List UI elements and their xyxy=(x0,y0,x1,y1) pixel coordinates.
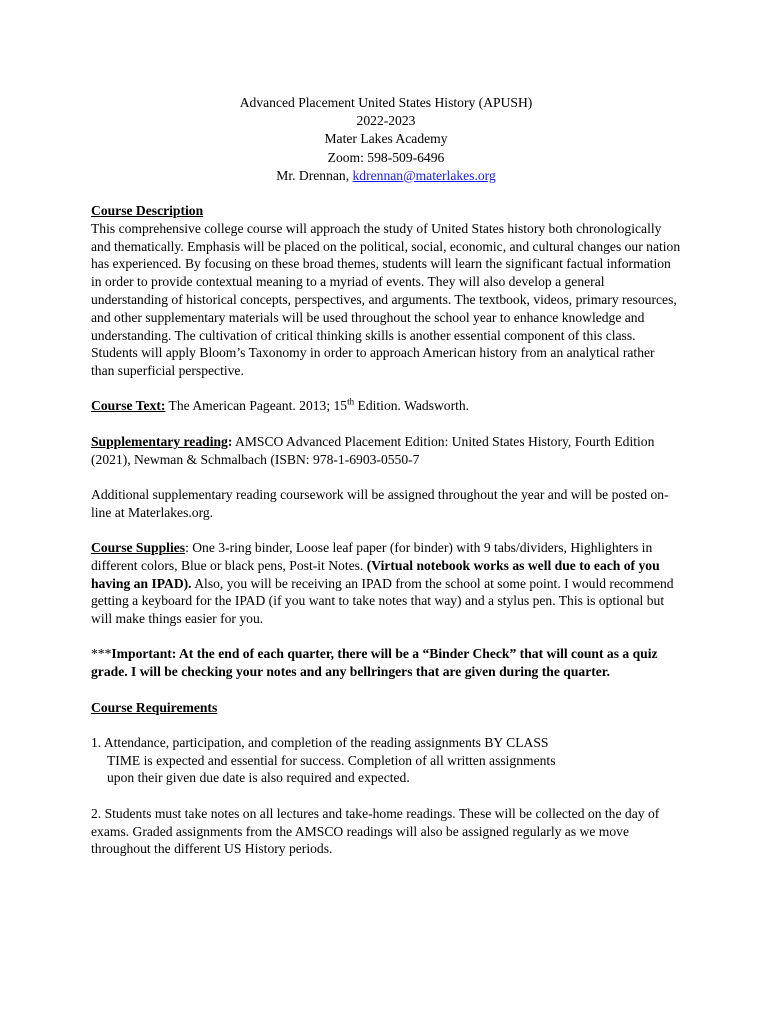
course-text-paragraph xyxy=(91,397,681,415)
teacher-line xyxy=(91,167,681,185)
supplementary-body: AMSCO Advanced Placement Edition: United States History, Fourth Edition (2021), Newman & Schmalbach (ISBN: 978-1-6903-0550-7 xyxy=(91,433,655,467)
supplementary-heading: Supplementary reading xyxy=(91,433,228,449)
supplies-heading: Course Supplies xyxy=(91,539,186,555)
course-text-body-end: Edition. Wadsworth. xyxy=(354,398,470,414)
course-description-heading: Course Description xyxy=(91,203,204,219)
document-page xyxy=(91,94,681,858)
supplies-body-2: Also, you will be receiving an IPAD from the school at some point. I would recommend getting a keyboard for the IPAD (if you want to take notes that way) and a stylus pen. This is optional but will make things easier for you. xyxy=(91,575,674,627)
edition-superscript: th xyxy=(347,396,355,407)
important-paragraph xyxy=(91,645,681,681)
requirements-heading: Course Requirements xyxy=(91,699,218,715)
requirement-item-2: 2. Students must take notes on all lectures and take-home readings. These will be collected on the day of exams. Graded assignments from the AMSCO readings will also be assigned regularly as we move throughout the different US History periods. xyxy=(91,805,660,857)
requirement-1-line-2: TIME is expected and essential for success. Completion of all written assignments xyxy=(107,752,556,768)
supplies-body: : One 3-ring binder, Loose leaf paper (for binder) with 9 tabs/dividers, Highlighters in different colors, Blue or black pens, Post-it Notes. xyxy=(91,539,653,573)
teacher-email-link[interactable]: kdrennan@materlakes.org xyxy=(352,167,496,183)
course-description-body: This comprehensive college course will approach the study of United States history both chronologically and thematically. Emphasis will be placed on the political, social, economic, and cultural changes our nation has experienced. By focusing on these broad themes, students will learn the significant factual information in order to provide contextual meaning to a myriad of events. They will also develop a general understanding of historical concepts, perspectives, and arguments. The textbook, videos, primary resources, and other supplementary materials will be used throughout the school year to enhance knowledge and understanding. The cultivation of critical thinking skills is another essential component of this class. Students will apply Bloom’s Taxonomy in order to approach American history from an analytical rather than superficial perspective. xyxy=(91,220,681,379)
requirement-1-line-3: upon their given due date is also required and expected. xyxy=(107,770,410,786)
course-title: Advanced Placement United States History (APUSH) xyxy=(239,95,533,110)
important-text: Important: At the end of each quarter, there will be a “Binder Check” that will count as a quiz grade. I will be checking your notes and any bellringers that are given during the quarter. xyxy=(91,646,658,680)
course-text-body: The American Pageant. 2013; 15 xyxy=(165,398,348,414)
teacher-name: Mr. Drennan, xyxy=(276,167,353,183)
course-text-heading: Course Text: xyxy=(91,398,166,414)
school-year: 2022-2023 xyxy=(356,113,416,129)
supplementary-colon: : xyxy=(227,433,233,449)
requirement-item-1 xyxy=(91,734,681,787)
important-stars: *** xyxy=(91,646,112,662)
supplies-paragraph xyxy=(91,539,681,628)
zoom-number: Zoom: 598-509-6496 xyxy=(327,149,445,165)
document-header xyxy=(91,94,681,185)
requirement-1-line-1: 1. Attendance, participation, and completion of the reading assignments BY CLASS xyxy=(91,734,549,750)
additional-reading-paragraph: Additional supplementary reading coursework will be assigned throughout the year and will be posted on-line at Materlakes.org. xyxy=(91,486,669,520)
supplies-virtual-note: (Virtual notebook works as well due to each of you having an IPAD). xyxy=(91,557,660,591)
supplementary-paragraph xyxy=(91,433,681,469)
school-name: Mater Lakes Academy xyxy=(324,131,448,147)
